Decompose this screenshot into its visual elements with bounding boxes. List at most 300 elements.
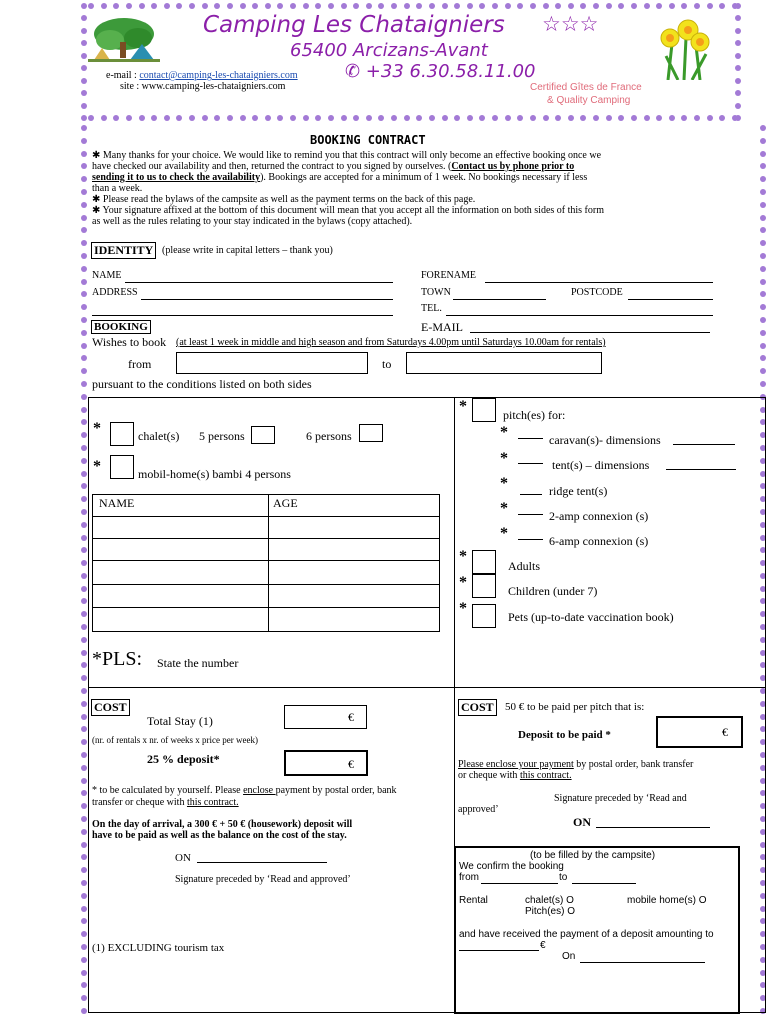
calc-enclose: enclose: [243, 785, 276, 796]
caravan-dimensions[interactable]: [673, 444, 735, 445]
confirm-booking: We confirm the booking: [459, 861, 564, 872]
border-dot: [81, 407, 87, 413]
border-dot: [81, 726, 87, 732]
border-dot: [391, 3, 397, 9]
calc-text-b: payment by postal order, bank: [275, 785, 397, 796]
border-dot: [606, 115, 612, 121]
border-dot: [81, 115, 87, 121]
border-dot: [760, 215, 766, 221]
deposit-right-field[interactable]: [656, 716, 743, 748]
border-dot: [81, 291, 87, 297]
amp2-count[interactable]: [518, 514, 543, 515]
border-dot: [81, 803, 87, 809]
border-dot: [341, 115, 347, 121]
campsite-to-field[interactable]: [572, 883, 636, 884]
intro-p2: ✱ Please read the bylaws of the campsite as well as the payment terms on the back of this page.: [92, 194, 476, 205]
email-field[interactable]: [470, 332, 710, 333]
border-dot: [81, 637, 87, 643]
border-dot: [454, 3, 460, 9]
camp-phone: ✆ +33 6.30.58.11.00: [345, 61, 536, 82]
border-dot: [341, 3, 347, 9]
mobil-home-label: mobil-home(s) bambi 4 persons: [138, 467, 291, 481]
chalet-star: *: [93, 420, 101, 437]
border-dot: [760, 343, 766, 349]
border-dot: [543, 115, 549, 121]
adults-checkbox[interactable]: [472, 550, 496, 574]
border-dot: [694, 3, 700, 9]
border-dot: [151, 3, 157, 9]
border-dot: [240, 115, 246, 121]
border-dot: [760, 189, 766, 195]
border-dot: [81, 317, 87, 323]
calc-text-c: transfer or cheque with: [92, 797, 187, 808]
border-dot: [694, 115, 700, 121]
border-dot: [81, 266, 87, 272]
caravan-count[interactable]: [518, 438, 543, 439]
pitch-label: pitch(es) for:: [503, 408, 566, 422]
intro-p3-a: ✱ Your signature affixed at the bottom of this document will mean that you accept all the information on both sides of this form: [92, 205, 604, 216]
cost-left-heading: COST: [91, 699, 130, 716]
pls-note: State the number: [157, 656, 239, 670]
border-dot: [81, 471, 87, 477]
enclose-line-1: [458, 759, 693, 770]
border-dot: [81, 227, 87, 233]
address-field-line2[interactable]: [92, 315, 393, 316]
to-label: to: [382, 357, 392, 371]
table-row[interactable]: [92, 516, 439, 517]
border-dot: [265, 3, 271, 9]
border-dot: [81, 918, 87, 924]
border-dot: [81, 880, 87, 886]
ridge-count[interactable]: [520, 494, 542, 495]
border-dot: [81, 675, 87, 681]
border-dot: [81, 624, 87, 630]
border-dot: [240, 3, 246, 9]
caravan-label: caravan(s)- dimensions: [549, 433, 661, 447]
pitch-star: *: [459, 398, 467, 415]
border-dot: [214, 3, 220, 9]
arrival-line-2: have to be paid as well as the balance on the cost of the stay.: [92, 830, 347, 841]
on-right-field[interactable]: [596, 827, 710, 828]
border-dot: [631, 3, 637, 9]
border-dot: [81, 279, 87, 285]
border-dot: [81, 419, 87, 425]
border-dot: [81, 65, 87, 71]
border-dot: [265, 115, 271, 121]
table-row[interactable]: [92, 584, 439, 585]
border-dot: [81, 778, 87, 784]
border-dot: [530, 3, 536, 9]
border-dot: [719, 3, 725, 9]
on-left-field[interactable]: [197, 862, 327, 863]
border-dot: [126, 115, 132, 121]
border-dot: [366, 115, 372, 121]
border-dot: [81, 1008, 87, 1014]
border-dot: [404, 115, 410, 121]
border-dot: [81, 343, 87, 349]
border-dot: [315, 3, 321, 9]
border-dot: [81, 355, 87, 361]
children-star: *: [459, 574, 467, 591]
border-dot: [656, 3, 662, 9]
on-right-label: ON: [573, 815, 591, 829]
border-dot: [580, 115, 586, 121]
amp6-label: 6-amp connexion (s): [549, 534, 649, 548]
website: site : www.camping-les-chataigniers.com: [120, 81, 286, 92]
border-dot: [176, 115, 182, 121]
border-dot: [760, 355, 766, 361]
border-dot: [760, 176, 766, 182]
border-dot: [467, 3, 473, 9]
border-dot: [328, 3, 334, 9]
children-checkbox[interactable]: [472, 574, 496, 598]
border-dot: [429, 3, 435, 9]
border-dot: [735, 78, 741, 84]
border-dot: [81, 957, 87, 963]
border-dot: [290, 115, 296, 121]
border-dot: [543, 3, 549, 9]
adults-label: Adults: [508, 559, 541, 573]
border-dot: [492, 3, 498, 9]
calc-line-2: [92, 797, 239, 808]
per-pitch-text: 50 € to be paid per pitch that is:: [505, 701, 645, 713]
total-stay-euro: €: [348, 710, 354, 724]
total-stay-formula: (nr. of rentals x nr. of weeks x price per week): [92, 735, 258, 745]
identity-note: (please write in capital letters – thank you): [162, 245, 333, 256]
border-dot: [366, 3, 372, 9]
border-dot: [81, 816, 87, 822]
border-dot: [378, 3, 384, 9]
star-rating: ☆☆☆: [542, 12, 599, 36]
border-dot: [189, 3, 195, 9]
camp-name: Camping Les Chataigniers: [203, 12, 505, 38]
six-persons-checkbox[interactable]: [359, 424, 383, 442]
campsite-mobile[interactable]: mobile home(s) O: [627, 895, 707, 906]
border-dot: [164, 3, 170, 9]
on-left-label: ON: [175, 852, 191, 864]
border-dot: [479, 115, 485, 121]
postcode-label: POSTCODE: [571, 287, 623, 298]
enclose-c: or cheque with: [458, 770, 520, 781]
adults-star: *: [459, 548, 467, 565]
border-dot: [81, 483, 87, 489]
children-label: Children (under 7): [508, 584, 598, 598]
amp2-star: *: [500, 500, 508, 517]
enclose-b: by postal order, bank transfer: [573, 759, 694, 770]
table-row[interactable]: [92, 607, 439, 608]
border-dot: [81, 90, 87, 96]
border-dot: [568, 3, 574, 9]
border-dot: [81, 138, 87, 144]
border-dot: [81, 854, 87, 860]
border-dot: [353, 3, 359, 9]
campsite-chalet[interactable]: chalet(s) O: [525, 895, 574, 906]
border-dot: [81, 829, 87, 835]
border-dot: [81, 253, 87, 259]
border-dot: [81, 189, 87, 195]
border-dot: [81, 944, 87, 950]
postcode-field[interactable]: [628, 299, 713, 300]
wishes-note: (at least 1 week in middle and high season and from Saturdays 4.00pm until Saturdays 10.00am for rentals): [176, 337, 606, 348]
border-dot: [593, 3, 599, 9]
daffodil-picture: [648, 16, 720, 80]
excluding-note: (1) EXCLUDING tourism tax: [92, 942, 225, 954]
caravan-star: *: [500, 424, 508, 441]
border-dot: [81, 611, 87, 617]
border-dot: [81, 906, 87, 912]
deposit-amount-euro: €: [540, 940, 546, 951]
border-dot: [631, 115, 637, 121]
border-dot: [81, 662, 87, 668]
border-dot: [735, 28, 741, 34]
border-dot: [81, 151, 87, 157]
deposit-right-label: Deposit to be paid *: [518, 729, 611, 741]
border-dot: [681, 115, 687, 121]
chalet-checkbox[interactable]: [110, 422, 134, 446]
border-dot: [681, 3, 687, 9]
border-dot: [760, 253, 766, 259]
border-dot: [81, 560, 87, 566]
border-dot: [81, 867, 87, 873]
amp6-star: *: [500, 525, 508, 542]
border-dot: [416, 115, 422, 121]
pursuant-text: pursuant to the conditions listed on both sides: [92, 377, 312, 391]
border-dot: [81, 598, 87, 604]
border-dot: [735, 15, 741, 21]
tel-label: TEL.: [421, 303, 442, 314]
amp2-label: 2-amp connexion (s): [549, 509, 649, 523]
arrival-line-1: On the day of arrival, a 300 € + 50 € (housework) deposit will: [92, 819, 353, 830]
border-dot: [760, 304, 766, 310]
camp-address: 65400 Arcizans-Avant: [290, 40, 488, 61]
border-dot: [606, 3, 612, 9]
border-dot: [760, 125, 766, 131]
mobil-home-checkbox[interactable]: [110, 455, 134, 479]
ridge-label: ridge tent(s): [549, 484, 608, 498]
border-dot: [277, 115, 283, 121]
border-dot: [202, 3, 208, 9]
town-label: TOWN: [421, 287, 451, 298]
intro-p1-c: [92, 172, 587, 183]
email-line: [106, 70, 298, 81]
calc-line-1: [92, 785, 397, 796]
border-dot: [707, 115, 713, 121]
border-dot: [735, 65, 741, 71]
border-dot: [735, 90, 741, 96]
border-dot: [404, 3, 410, 9]
calc-contract: this contract.: [186, 797, 239, 808]
border-dot: [429, 115, 435, 121]
intro-p1-b: [92, 161, 574, 172]
border-dot: [81, 28, 87, 34]
border-dot: [81, 458, 87, 464]
certified-line-2: & Quality Camping: [547, 95, 631, 106]
deposit-amount-field[interactable]: [459, 950, 539, 951]
border-dot: [760, 317, 766, 323]
five-persons-label: 5 persons: [199, 429, 245, 443]
border-dot: [378, 115, 384, 121]
border-dot: [164, 115, 170, 121]
border-dot: [81, 790, 87, 796]
intro-p1-link: Contact us by phone prior to: [451, 161, 575, 172]
border-dot: [81, 381, 87, 387]
intro-p3-b: as well as the rules relating to your stay indicated in the bylaws (copy attached).: [92, 216, 413, 227]
border-dot: [81, 701, 87, 707]
total-stay-field[interactable]: [284, 705, 367, 729]
border-dot: [644, 115, 650, 121]
border-dot: [81, 573, 87, 579]
border-dot: [81, 215, 87, 221]
border-dot: [593, 115, 599, 121]
address-field[interactable]: [141, 299, 393, 300]
pls-label: *PLS:: [92, 648, 143, 670]
border-dot: [81, 304, 87, 310]
occupants-table-divider: [268, 494, 269, 631]
border-dot: [760, 381, 766, 387]
border-dot: [735, 103, 741, 109]
email-link[interactable]: contact@camping-les-chataigniers.com: [139, 70, 298, 81]
border-dot: [391, 115, 397, 121]
tent-star: *: [500, 450, 508, 467]
deposit-field[interactable]: [284, 750, 368, 776]
border-dot: [530, 115, 536, 121]
campsite-pitch[interactable]: Pitch(es) O: [525, 906, 576, 917]
intro-p1-link2: sending it to us to check the availability: [92, 172, 261, 183]
border-dot: [555, 3, 561, 9]
border-dot: [760, 202, 766, 208]
border-dot: [505, 115, 511, 121]
border-dot: [139, 3, 145, 9]
border-dot: [442, 3, 448, 9]
border-dot: [81, 445, 87, 451]
border-dot: [151, 115, 157, 121]
tent-dimensions[interactable]: [666, 469, 736, 470]
border-dot: [81, 650, 87, 656]
border-dot: [760, 151, 766, 157]
from-label: from: [128, 357, 152, 371]
border-dot: [81, 752, 87, 758]
border-dot: [81, 330, 87, 336]
border-dot: [81, 765, 87, 771]
campsite-on-label: On: [562, 951, 576, 962]
signature-left: Signature preceded by ‘Read and approved’: [175, 874, 351, 885]
border-dot: [101, 115, 107, 121]
border-dot: [353, 115, 359, 121]
table-row[interactable]: [92, 538, 439, 539]
border-dot: [81, 40, 87, 46]
table-header-age: AGE: [273, 496, 298, 510]
name-label: NAME: [92, 270, 122, 281]
border-dot: [303, 115, 309, 121]
six-persons-label: 6 persons: [306, 429, 352, 443]
border-dot: [328, 115, 334, 121]
border-dot: [81, 202, 87, 208]
border-dot: [669, 115, 675, 121]
amp6-count[interactable]: [518, 539, 543, 540]
five-persons-checkbox[interactable]: [251, 426, 275, 444]
border-dot: [505, 3, 511, 9]
intro-p1-c-text: ). Bookings are accepted for a minimum of 1 week. No bookings necessary if less: [260, 172, 588, 183]
wishes-label: Wishes to book: [92, 335, 167, 349]
forename-field[interactable]: [485, 282, 713, 283]
border-dot: [467, 115, 473, 121]
border-dot: [290, 3, 296, 9]
border-dot: [81, 496, 87, 502]
tent-count[interactable]: [518, 463, 543, 464]
border-dot: [719, 115, 725, 121]
border-dot: [176, 3, 182, 9]
border-dot: [113, 115, 119, 121]
border-dot: [113, 3, 119, 9]
border-dot: [277, 3, 283, 9]
campsite-from-field[interactable]: [481, 883, 558, 884]
border-dot: [81, 970, 87, 976]
campsite-to-label: to: [559, 872, 568, 883]
pets-checkbox[interactable]: [472, 604, 496, 628]
tent-label: tent(s) – dimensions: [552, 458, 650, 472]
border-dot: [760, 279, 766, 285]
calc-text-a: * to be calculated by yourself. Please: [92, 785, 244, 796]
total-stay-label: Total Stay (1): [147, 714, 213, 728]
border-dot: [735, 53, 741, 59]
border-dot: [81, 995, 87, 1001]
tel-field[interactable]: [446, 315, 713, 316]
pitch-checkbox[interactable]: [472, 398, 496, 422]
town-field[interactable]: [453, 299, 546, 300]
identity-heading: IDENTITY: [91, 242, 156, 259]
border-dot: [252, 115, 258, 121]
table-header-name: NAME: [99, 496, 135, 510]
to-date-field[interactable]: [406, 352, 602, 374]
border-dot: [81, 15, 87, 21]
header-dot-divider: [88, 115, 738, 123]
border-dot: [214, 115, 220, 121]
ridge-star: *: [500, 475, 508, 492]
border-dot: [81, 509, 87, 515]
from-date-field[interactable]: [176, 352, 368, 374]
name-field[interactable]: [125, 282, 393, 283]
border-dot: [81, 893, 87, 899]
border-dot: [81, 547, 87, 553]
border-dot: [760, 227, 766, 233]
forename-label: FORENAME: [421, 270, 477, 281]
top-dot-border: [88, 3, 738, 11]
border-dot: [81, 842, 87, 848]
table-row[interactable]: [92, 560, 439, 561]
border-dot: [760, 266, 766, 272]
received-text: and have received the payment of a deposit amounting to: [459, 929, 714, 940]
email-label: e-mail :: [106, 70, 140, 81]
border-dot: [81, 931, 87, 937]
pets-star: *: [459, 600, 467, 617]
mobil-home-star: *: [93, 458, 101, 475]
border-dot: [252, 3, 258, 9]
border-dot: [81, 240, 87, 246]
border-dot: [81, 394, 87, 400]
border-dot: [81, 103, 87, 109]
border-dot: [760, 330, 766, 336]
border-dot: [81, 176, 87, 182]
border-dot: [81, 714, 87, 720]
border-dot: [81, 586, 87, 592]
border-dot: [760, 291, 766, 297]
campsite-on-field[interactable]: [580, 962, 705, 963]
border-dot: [81, 3, 87, 9]
border-dot: [81, 53, 87, 59]
border-dot: [735, 3, 741, 9]
deposit-right-euro: €: [722, 725, 728, 739]
border-dot: [81, 78, 87, 84]
